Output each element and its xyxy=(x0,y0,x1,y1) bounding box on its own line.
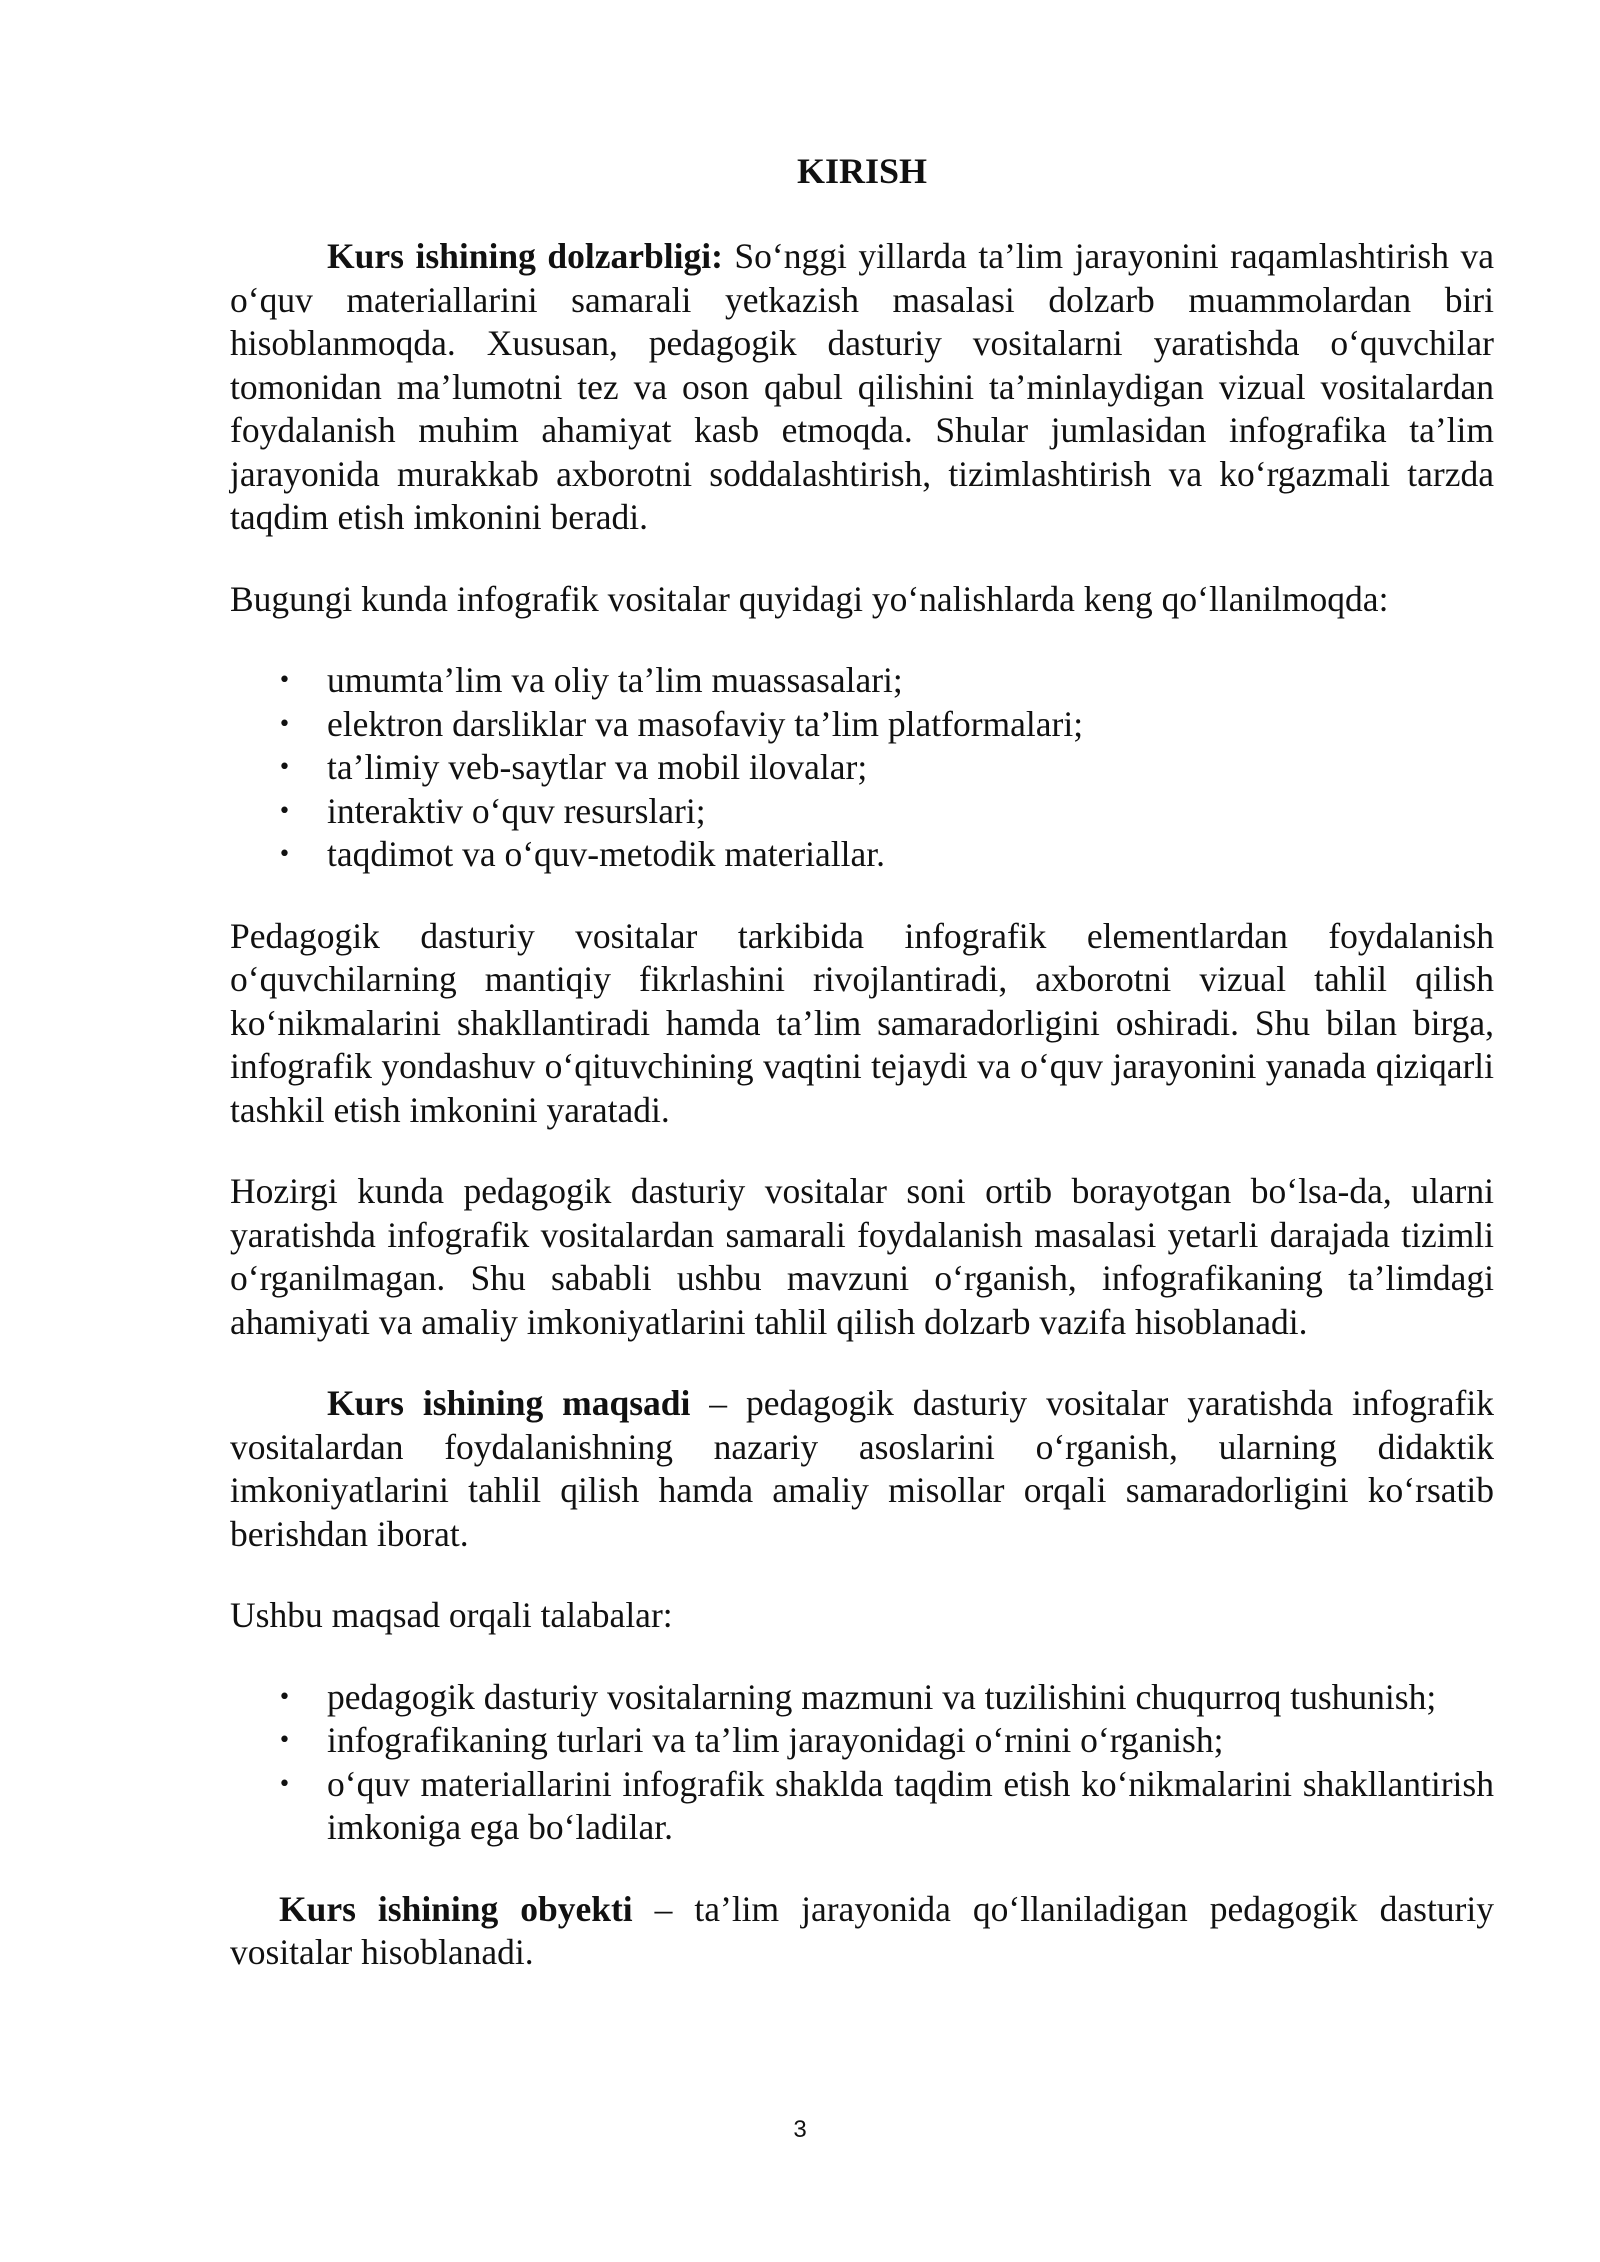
bullet-icon: • xyxy=(278,1728,291,1753)
list-item xyxy=(230,1763,1494,1850)
list-item-text: infografikaning turlari va ta’lim jarayonidagi o‘rnini o‘rganish; xyxy=(327,1720,1224,1760)
bullet-icon: • xyxy=(278,668,291,693)
list-item xyxy=(230,1676,1494,1720)
list-item-text: o‘quv materiallarini infografik shaklda taqdim etish ko‘nikmalarini shakllantirish imkoniga ega bo‘ladilar. xyxy=(327,1763,1494,1847)
object-label: Kurs ishining obyekti xyxy=(279,1888,633,1929)
list-item-text: elektron darsliklar va masofaviy ta’lim platformalari; xyxy=(327,703,1084,744)
bullet-icon: • xyxy=(278,711,291,737)
object-text: – ta’lim jarayonida qo‘llaniladigan pedagogik dasturiy vositalar hisoblanadi. xyxy=(230,1888,1494,1972)
goal-label: Kurs ishining maqsadi xyxy=(327,1383,691,1423)
page-number: 3 xyxy=(793,2116,807,2143)
list-item-text: umumta’lim va oliy ta’lim muassasalari; xyxy=(327,660,903,700)
list-item-text: taqdimot va o‘quv-metodik materiallar. xyxy=(327,834,885,874)
page-content xyxy=(230,150,1494,1975)
goal-text: – pedagogik dasturiy vositalar yaratishda infografik vositalardan foydalanishning nazariy asoslarini o‘rganish, ularning didaktik imkoniyatlarini tahlil qilish hamda amaliy misollar orqali samaradorligini ko‘rsatib berishdan iborat. xyxy=(230,1383,1494,1554)
object-paragraph xyxy=(230,1888,1494,1975)
list-item xyxy=(230,659,1494,703)
current-state-paragraph: Hozirgi kunda pedagogik dasturiy vositalar soni ortib borayotgan bo‘lsa-da, ularni yaratishda infografik vositalardan samarali foydalanish masalasi yetarli darajada tizimli o‘rganilmagan. Shu sababli ushbu mavzuni o‘rganish, infografikaning ta’limdagi ahamiyati va amaliy imkoniyatlarini tahlil qilish dolzarb vazifa hisoblanadi. xyxy=(230,1171,1494,1342)
goal-paragraph xyxy=(230,1382,1494,1556)
list-item xyxy=(230,746,1494,790)
list-item-text: pedagogik dasturiy vositalarning mazmuni va tuzilishini chuqurroq tushunish; xyxy=(327,1676,1437,1717)
students-intro: Ushbu maqsad orqali talabalar: xyxy=(230,1595,673,1635)
list-item xyxy=(230,703,1494,747)
relevance-label: Kurs ishining dolzarbligi: xyxy=(327,236,723,276)
list-item-text: interaktiv o‘quv resurslari; xyxy=(327,790,706,831)
usage-intro: Bugungi kunda infografik vositalar quyidagi yo‘nalishlarda keng qo‘llanilmoqda: xyxy=(230,578,1389,619)
students-list xyxy=(230,1676,1494,1850)
bullet-icon: • xyxy=(278,1771,291,1797)
usage-list xyxy=(230,659,1494,877)
list-item xyxy=(230,790,1494,834)
pedagogical-paragraph: Pedagogik dasturiy vositalar tarkibida infografik elementlardan foydalanish o‘quvchilarning mantiqiy fikrlashini rivojlantiradi, axborotni vizual tahlil qilish ko‘nikmalarini shakllantiradi hamda ta’lim samaradorligini oshiradi. Shu bilan birga, infografik yondashuv o‘qituvchining vaqtini tejaydi va o‘quv jarayonini yanada qiziqarli tashkil etish imkonini yaratadi. xyxy=(230,915,1494,1130)
list-item xyxy=(230,833,1494,877)
bullet-icon: • xyxy=(278,1684,291,1710)
bullet-icon: • xyxy=(278,755,291,780)
relevance-paragraph xyxy=(230,235,1494,540)
list-item xyxy=(230,1719,1494,1763)
relevance-text: So‘nggi yillarda ta’lim jarayonini raqamlashtirish va o‘quv materiallarini samarali yetkazish masalasi dolzarb muammolardan biri hisoblanmoqda. Xususan, pedagogik dasturiy vositalarni yaratishda o‘quvchilar tomonidan ma’lumotni tez va oson qabul qilishini ta’minlaydigan vizual vositalardan foydalanish muhim ahamiyat kasb etmoqda. Shular jumlasidan infografika ta’lim jarayonida murakkab axborotni soddalashtirish, tizimlashtirish va ko‘rgazmali tarzda taqdim etish imkonini beradi. xyxy=(230,236,1494,537)
bullet-icon: • xyxy=(278,842,291,867)
list-item-text: ta’limiy veb-saytlar va mobil ilovalar; xyxy=(327,747,868,787)
bullet-icon: • xyxy=(278,798,291,824)
page-title: KIRISH xyxy=(796,151,928,191)
